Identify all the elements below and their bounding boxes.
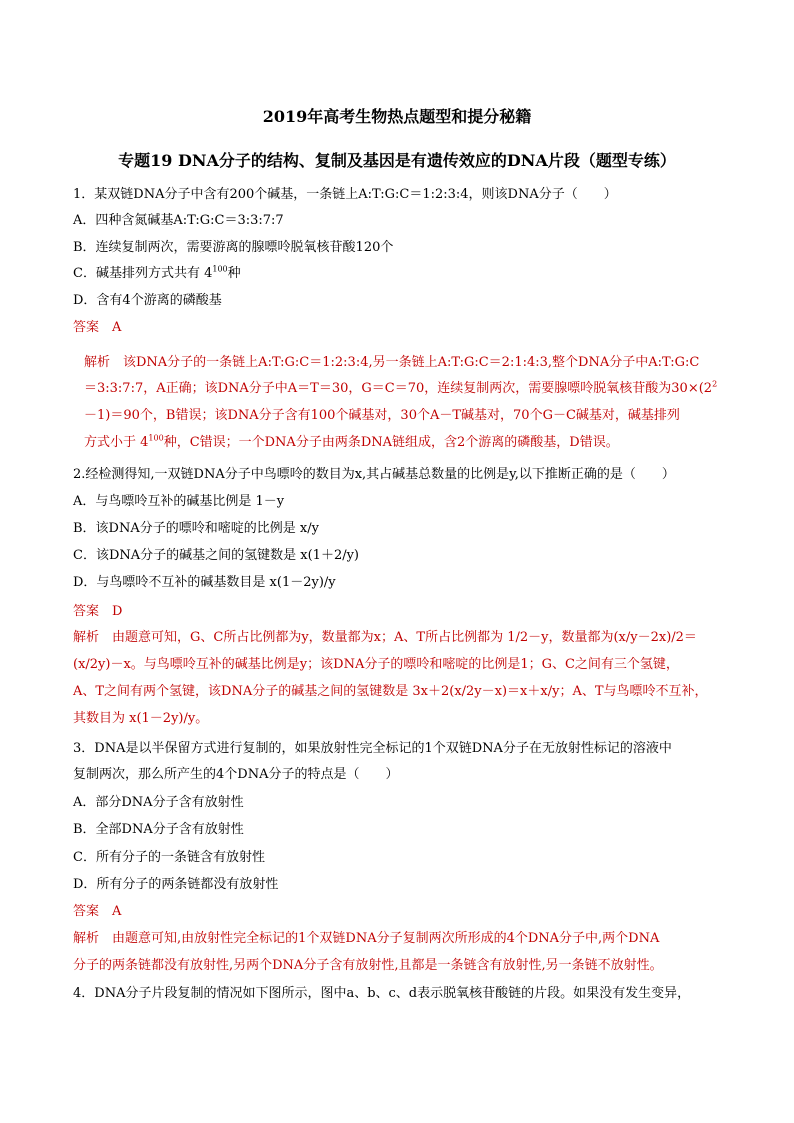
q3-option-d: D．所有分子的两条链都没有放射性 [73, 877, 279, 892]
q2-option-b: B．该DNA分子的嘌呤和嘧啶的比例是 x/y [73, 521, 319, 536]
q1-option-c-text: C．碱基排列方式共有 4 [73, 266, 213, 281]
q1-option-c-exponent: 100 [212, 264, 228, 274]
q1-option-d: D．含有4个游离的磷酸基 [73, 293, 222, 308]
q3-analysis-line-2: 分子的两条链都没有放射性,另两个DNA分子含有放射性,且都是一条链含有放射性,另一条链不放射性。 [73, 958, 663, 973]
q2-analysis-line-3: A、T之间有两个氢键，该DNA分子的碱基之间的氢键数是 3x＋2(x/2y－x)＝x＋x/y；A、T与鸟嘌呤不互补， [73, 684, 708, 699]
q1-analysis-tail-4: 种，C错误；一个DNA分子由两条DNA链组成，含2个游离的磷酸基，D错误。 [163, 435, 619, 450]
q2-option-c: C．该DNA分子的碱基之间的氢键数是 x(1＋2/y) [73, 548, 360, 563]
q1-analysis-line-1: 解析 该DNA分子的一条链上A:T:G:C＝1:2:3:4,另一条链上A:T:G:C＝2:1:4:3,整个DNA分子中A:T:G:C [84, 355, 700, 370]
q2-option-d: D．与鸟嘌呤不互补的碱基数目是 x(1－2y)/y [73, 575, 336, 590]
q3-analysis-line-1: 解析 由题意可知,由放射性完全标记的1个双链DNA分子复制两次所形成的4个DNA分子中,两个DNA [73, 931, 660, 946]
q2-stem: 2.经检测得知,一双链DNA分子中鸟嘌呤的数目为x,其占碱基总数量的比例是y,以下推断正确的是（ ） [73, 467, 675, 482]
document-title: 2019年高考生物热点题型和提分秘籍 [262, 107, 532, 126]
q3-option-c: C．所有分子的一条链含有放射性 [73, 850, 265, 865]
q2-analysis-line-4: 其数目为 x(1－2y)/y。 [73, 711, 209, 726]
q1-stem: 1．某双链DNA分子中含有200个碱基，一条链上A:T:G:C＝1:2:3:4，则该DNA分子（ ） [73, 187, 617, 202]
q3-answer: 答案 A [73, 904, 122, 919]
q1-option-a: A．四种含氮碱基A:T:G:C＝3:3:7:7 [73, 213, 284, 228]
q3-stem-line-1: 3．DNA是以半保留方式进行复制的，如果放射性完全标记的1个双链DNA分子在无放射性标记的溶液中 [73, 741, 672, 756]
q2-option-a: A．与鸟嘌呤互补的碱基比例是 1－y [73, 494, 285, 509]
q3-option-b: B．全部DNA分子含有放射性 [73, 822, 244, 837]
q1-analysis-exponent-4: 100 [148, 433, 164, 443]
q1-answer: 答案 A [73, 320, 122, 335]
q1-option-c [73, 266, 733, 282]
q2-answer: 答案 D [73, 604, 123, 619]
q4-stem: 4．DNA分子片段复制的情况如下图所示，图中a、b、c、d表示脱氧核苷酸链的片段。如果没有发生变异， [73, 986, 691, 1001]
document-subtitle: 专题19 DNA分子的结构、复制及基因是有遗传效应的DNA片段（题型专练） [118, 151, 676, 170]
q2-analysis-line-2: (x/2y)－x。与鸟嘌呤互补的碱基比例是y；该DNA分子的嘌呤和嘧啶的比例是1；G、C之间有三个氢键， [73, 657, 679, 672]
q1-option-b: B．连续复制两次，需要游离的腺嘌呤脱氧核苷酸120个 [73, 240, 394, 255]
q1-analysis-text-2: ＝3:3:7:7，A正确；该DNA分子中A＝T＝30，G＝C＝70，连续复制两次，需要腺嘌呤脱氧核苷酸为30×(2 [84, 381, 713, 396]
q3-stem-line-2: 复制两次，那么所产生的4个DNA分子的特点是（ ） [73, 767, 399, 782]
q1-option-c-tail: 种 [227, 266, 241, 281]
q1-analysis-exponent-2: 2 [712, 379, 718, 389]
q2-analysis-line-1: 解析 由题意可知，G、C所占比例都为y，数量都为x；A、T所占比例都为 1/2－y，数量都为(x/y－2x)/2＝ [73, 630, 697, 645]
q3-option-a: A．部分DNA分子含有放射性 [73, 795, 244, 810]
q1-analysis-line-3: －1)＝90个，B错误；该DNA分子含有100个碱基对，30个A－T碱基对，70个G－C碱基对，碱基排列 [84, 408, 680, 423]
q1-analysis-line-4 [84, 435, 744, 451]
q1-analysis-line-2 [84, 381, 744, 397]
q1-analysis-text-4: 方式小于 4 [84, 435, 149, 450]
